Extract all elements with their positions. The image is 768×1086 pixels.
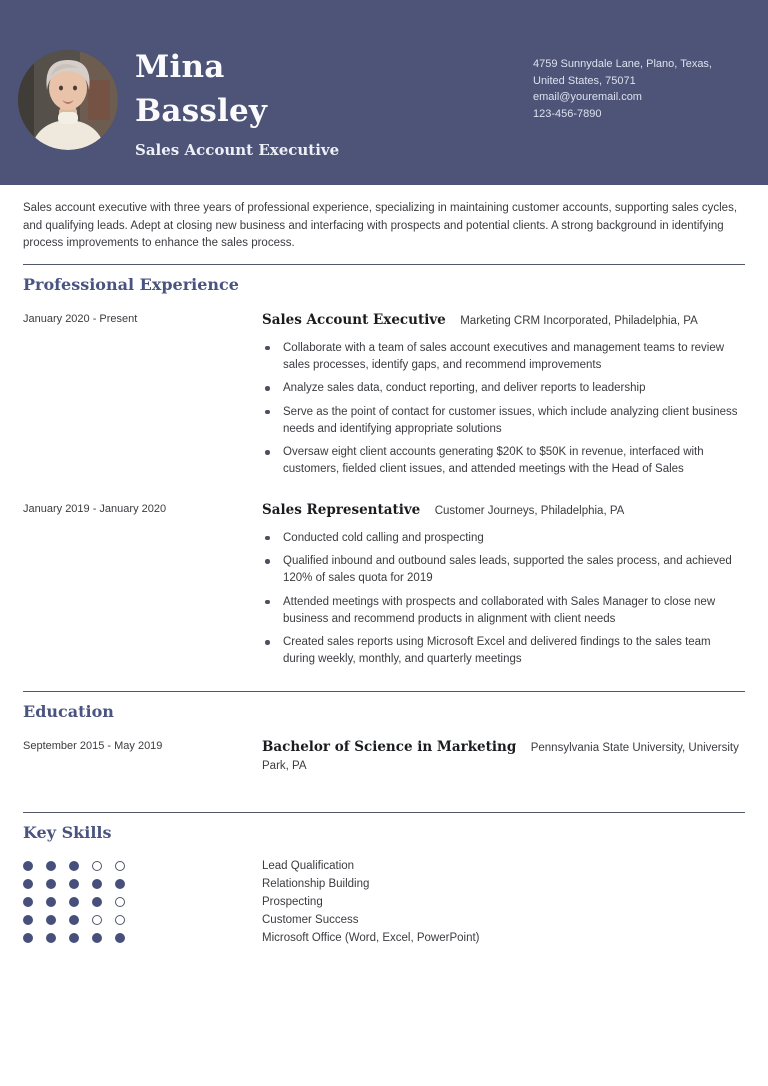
experience-job-title: Sales Representative <box>262 501 421 518</box>
experience-company: Customer Journeys, Philadelphia, PA <box>434 504 625 517</box>
rating-dot-filled <box>115 933 125 943</box>
section-divider <box>23 264 745 265</box>
skill-rating <box>23 897 262 907</box>
experience-bullet: Analyze sales data, conduct reporting, and deliver reports to leadership <box>262 380 745 397</box>
rating-dot-filled <box>92 879 102 889</box>
rating-dot-empty <box>92 915 102 925</box>
resume-header <box>0 0 768 185</box>
education-details <box>262 738 745 774</box>
rating-dot-filled <box>69 897 79 907</box>
skill-rating <box>23 879 262 889</box>
rating-dot-filled <box>115 879 125 889</box>
experience-title-line <box>262 501 745 519</box>
skill-label: Customer Success <box>262 914 359 927</box>
rating-dot-filled <box>46 933 56 943</box>
experience-bullet: Oversaw eight client accounts generating $20K to $50K in revenue, interfaced with customers, fielded client issues, and attended meetings with the Head of Sales <box>262 444 745 478</box>
rating-dot-filled <box>23 861 33 871</box>
header-job-title: Sales Account Executive <box>135 141 340 159</box>
rating-dot-filled <box>46 897 56 907</box>
experience-entry <box>23 311 745 485</box>
experience-details <box>262 311 745 485</box>
experience-details <box>262 501 745 675</box>
skill-rating <box>23 915 262 925</box>
profile-photo-illustration <box>18 50 118 150</box>
skill-row <box>23 857 745 875</box>
resume-body <box>0 185 768 947</box>
experience-company: Marketing CRM Incorporated, Philadelphia, PA <box>460 314 698 327</box>
name-second-line: Bassley <box>135 93 268 129</box>
rating-dot-empty <box>115 915 125 925</box>
rating-dot-empty <box>92 861 102 871</box>
section-divider <box>23 691 745 692</box>
skill-rating <box>23 933 262 943</box>
skill-rating <box>23 861 262 871</box>
education-section-heading: Education <box>23 701 114 721</box>
skill-row <box>23 875 745 893</box>
experience-bullet-list <box>262 530 745 669</box>
contact-block <box>533 56 712 122</box>
rating-dot-filled <box>69 915 79 925</box>
experience-bullet: Serve as the point of contact for customer issues, which include analyzing client business needs and identifying appropriate solutions <box>262 404 745 438</box>
skills-list <box>23 857 745 948</box>
rating-dot-filled <box>46 915 56 925</box>
rating-dot-filled <box>69 879 79 889</box>
experience-section-heading: Professional Experience <box>23 274 239 294</box>
experience-dates: January 2019 - January 2020 <box>23 502 167 515</box>
skill-label: Lead Qualification <box>262 859 355 872</box>
experience-entry <box>23 501 745 675</box>
section-divider <box>23 812 745 813</box>
experience-bullet: Attended meetings with prospects and collaborated with Sales Manager to close new business and recommend products in alignment with client needs <box>262 594 745 628</box>
experience-bullet: Created sales reports using Microsoft Excel and delivered findings to the sales team during weekly, monthly, and quarterly meetings <box>262 634 745 668</box>
skill-label: Relationship Building <box>262 877 370 890</box>
experience-bullet-list <box>262 340 745 479</box>
experience-title-line <box>262 311 745 329</box>
contact-phone: 123-456-7890 <box>533 107 602 120</box>
rating-dot-filled <box>23 933 33 943</box>
contact-address-line1: 4759 Sunnydale Lane, Plano, Texas, <box>533 58 712 70</box>
experience-bullet: Qualified inbound and outbound sales leads, supported the sales process, and achieved 120% of sales quota for 2019 <box>262 553 745 587</box>
rating-dot-filled <box>69 933 79 943</box>
experience-job-title: Sales Account Executive <box>262 311 446 328</box>
skill-label: Microsoft Office (Word, Excel, PowerPoint) <box>262 932 480 945</box>
education-degree: Bachelor of Science in Marketing <box>262 738 517 755</box>
contact-email: email@youremail.com <box>533 91 642 103</box>
skill-label: Prospecting <box>262 895 323 908</box>
rating-dot-filled <box>23 915 33 925</box>
experience-dates: January 2020 - Present <box>23 312 138 325</box>
education-school: Pennsylvania State University, University Park, PA <box>262 741 739 772</box>
contact-address-line2: United States, 75071 <box>533 74 636 87</box>
skill-row <box>23 893 745 911</box>
experience-bullet: Collaborate with a team of sales account executives and management teams to review sales processes, identify gaps, and recommend improvements <box>262 340 745 374</box>
rating-dot-filled <box>23 897 33 907</box>
rating-dot-filled <box>23 879 33 889</box>
name-first-line: Mina <box>135 49 225 85</box>
education-entry <box>23 738 745 774</box>
rating-dot-empty <box>115 897 125 907</box>
skill-row <box>23 929 745 947</box>
rating-dot-filled <box>46 879 56 889</box>
rating-dot-empty <box>115 861 125 871</box>
name-block <box>135 45 339 159</box>
skill-row <box>23 911 745 929</box>
skills-section-heading: Key Skills <box>23 822 112 842</box>
rating-dot-filled <box>92 933 102 943</box>
summary-paragraph: Sales account executive with three years of professional experience, specializing in maintaining customer accounts, supporting sales cycles, and qualifying leads. Adept at closing new business and interfacing with prospects and potential clients. A strong background in identifying process improvements to enhance the sales process. <box>23 202 738 249</box>
rating-dot-filled <box>69 861 79 871</box>
profile-photo <box>18 50 118 150</box>
rating-dot-filled <box>46 861 56 871</box>
rating-dot-filled <box>92 897 102 907</box>
education-dates: September 2015 - May 2019 <box>23 739 163 752</box>
experience-bullet: Conducted cold calling and prospecting <box>262 530 745 547</box>
